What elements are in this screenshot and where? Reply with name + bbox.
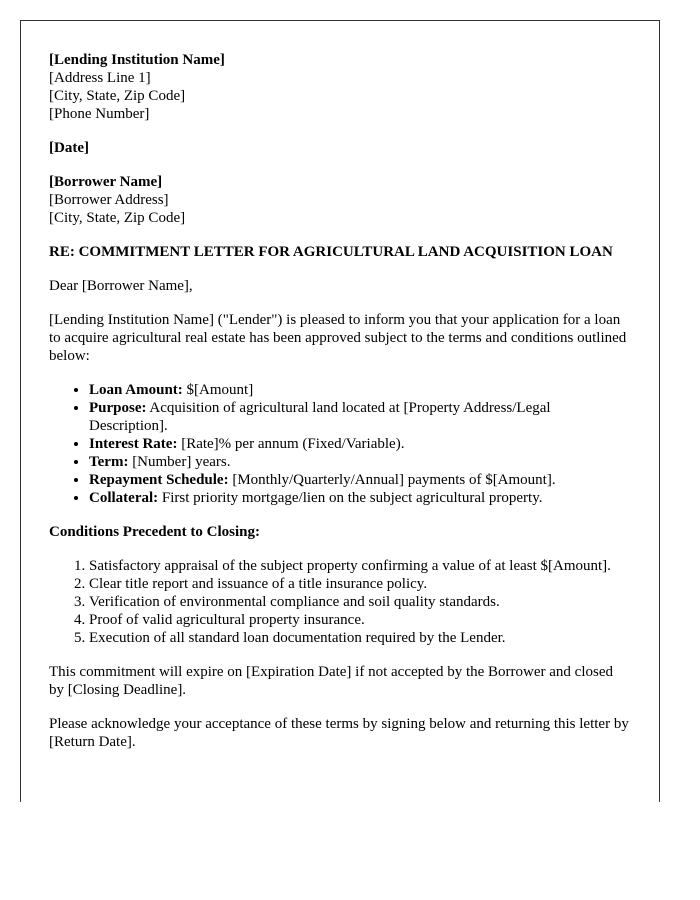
term-label: Loan Amount: (89, 382, 183, 398)
term-text: [Monthly/Quarterly/Annual] payments of $[Amount]. (228, 472, 556, 488)
acknowledgement-paragraph: Please acknowledge your acceptance of these terms by signing below and returning this letter by [Return Date]. (49, 716, 629, 750)
borrower-block (49, 173, 631, 227)
term-text: [Rate]% per annum (Fixed/Variable). (177, 436, 405, 452)
commitment-letter (20, 20, 660, 802)
subject-line: RE: COMMITMENT LETTER FOR AGRICULTURAL LAND ACQUISITION LOAN (49, 244, 613, 260)
borrower-city-state-zip: [City, State, Zip Code] (49, 210, 186, 226)
borrower-address: [Borrower Address] (49, 192, 169, 208)
term-text: [Number] years. (128, 454, 231, 470)
term-item-purpose (89, 399, 631, 435)
term-item-collateral (89, 489, 631, 507)
date-block (49, 139, 631, 157)
intro-paragraph: [Lending Institution Name] ("Lender") is pleased to inform you that your application for a loan to acquire agricultural real estate has been approved subject to the terms and conditions outlined below: (49, 312, 627, 364)
conditions-list (49, 557, 631, 647)
term-label: Term: (89, 454, 129, 470)
lender-phone: [Phone Number] (49, 106, 150, 122)
term-text: $[Amount] (182, 382, 254, 398)
term-item-interest-rate (89, 435, 631, 453)
term-text: First priority mortgage/lien on the subject agricultural property. (158, 490, 543, 506)
conditions-heading: Conditions Precedent to Closing: (49, 524, 260, 540)
lender-address-line-1: [Address Line 1] (49, 70, 151, 86)
lender-city-state-zip: [City, State, Zip Code] (49, 88, 186, 104)
lender-block (49, 51, 631, 123)
condition-item: 3. Verification of environmental compliance and soil quality standards. (89, 593, 631, 611)
expiration-paragraph: This commitment will expire on [Expiration Date] if not accepted by the Borrower and closed by [Closing Deadline]. (49, 664, 613, 698)
term-label: Repayment Schedule: (89, 472, 229, 488)
condition-item: 4. Proof of valid agricultural property insurance. (89, 611, 631, 629)
letter-date: [Date] (49, 140, 89, 156)
loan-terms-list (49, 381, 631, 507)
borrower-name: [Borrower Name] (49, 174, 163, 190)
condition-item: 2. Clear title report and issuance of a title insurance policy. (89, 575, 631, 593)
term-text: Acquisition of agricultural land located at [Property Address/Legal Description]. (89, 400, 551, 434)
condition-item: 1. Satisfactory appraisal of the subject property confirming a value of at least $[Amount]. (89, 557, 631, 575)
term-label: Collateral: (89, 490, 159, 506)
term-item-repayment-schedule (89, 471, 631, 489)
term-item-loan-amount (89, 381, 631, 399)
term-item-term (89, 453, 631, 471)
term-label: Purpose: (89, 400, 147, 416)
lender-name: [Lending Institution Name] (49, 52, 225, 68)
salutation: Dear [Borrower Name], (49, 278, 193, 294)
condition-item: 5. Execution of all standard loan documentation required by the Lender. (89, 629, 631, 647)
term-label: Interest Rate: (89, 436, 178, 452)
